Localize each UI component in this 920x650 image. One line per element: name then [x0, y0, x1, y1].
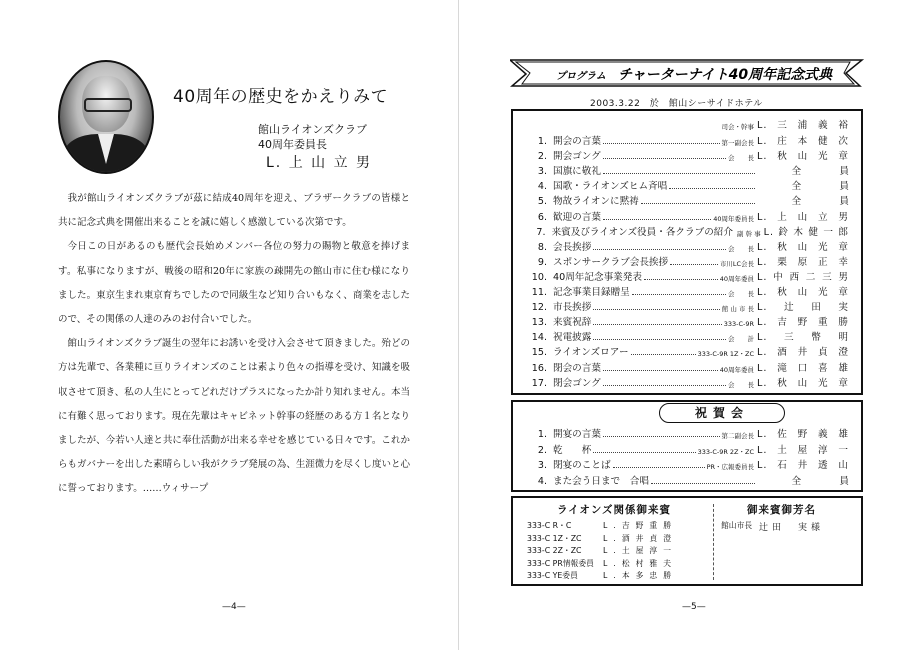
program-item [527, 239, 849, 253]
item-role: 会 計 [728, 335, 754, 344]
banner-title: チャーターナイト40周年記念式典 [618, 67, 833, 83]
item-person: L.庄本健次 [757, 136, 849, 147]
item-role: 会 長 [728, 290, 754, 298]
guest-name: 辻田 実様 [759, 523, 825, 533]
leader-dots [669, 188, 755, 189]
reception-title: 祝賀会 [659, 403, 785, 423]
item-label: 開会の言葉 [553, 136, 601, 147]
leader-dots [641, 203, 755, 204]
guest-role: 333-C R・C [527, 521, 572, 530]
guest-row [721, 520, 824, 533]
item-number: 8. [537, 241, 547, 253]
item-label: 閉会の言葉 [553, 362, 601, 374]
author-club: 館山ライオンズクラブ [258, 123, 368, 136]
item-label: 市長挨拶 [553, 302, 592, 314]
item-role: 会 長 [728, 154, 754, 163]
item-role: 40周年委員 [719, 365, 754, 374]
item-person: L.石井透山 [757, 460, 849, 471]
program-item [527, 193, 849, 207]
date-venue: 2003.3.22 於 館山シーサイドホテル [590, 99, 763, 109]
item-person: L.佐野義雄 [757, 429, 849, 440]
item-person: 全 員 [791, 181, 849, 193]
leader-dots [603, 436, 720, 437]
leader-dots [603, 143, 720, 144]
program-box [511, 109, 863, 395]
leader-dots [593, 452, 695, 453]
item-person: L.秋山光章 [757, 241, 849, 253]
banner-prefix: プログラム [556, 71, 606, 82]
program-banner [510, 58, 866, 88]
item-number: 15. [531, 347, 547, 359]
item-person: L.上山立男 [757, 211, 849, 223]
item-role: 第二副会長 [721, 432, 754, 440]
item-person: L.土屋淳一 [757, 444, 849, 456]
item-label: 開会ゴング [553, 151, 601, 163]
program-item [527, 344, 849, 358]
item-person: L.鈴木健一郎 [763, 226, 849, 238]
item-label: また会う日まで 合唱 [553, 475, 649, 487]
program-item [527, 314, 849, 328]
item-number: 4. [537, 475, 547, 487]
program-item [527, 360, 849, 374]
item-person: L.吉野重勝 [757, 317, 849, 329]
item-role: 副 幹 事 [736, 229, 761, 238]
leader-dots [593, 249, 726, 250]
item-label: 会長挨拶 [553, 241, 592, 253]
guest-role: 333-C PR情報委員 [527, 558, 594, 568]
item-role: 会 長 [728, 380, 754, 389]
lions-guest-row [527, 558, 677, 569]
item-label: 開宴の言葉 [553, 429, 601, 440]
leader-dots [632, 294, 726, 295]
program-item [527, 148, 849, 162]
item-person: L.酒井貞澄 [757, 347, 849, 359]
essay-paragraph: 今日この日があるのも歴代会長始めメンバー各位の努力の賜物と敬意を捧げます。私事になりますが、戦後の昭和20年に家族の疎開先の館山市に住む様になりました。東京生まれ東京育ちでしたので同級生など知り合いもなく、商業を志したので、その関係の人達のみのお付合いでした。 [58, 241, 410, 326]
program-item [527, 178, 849, 192]
page-number-left: —4— [222, 602, 246, 612]
item-number: 10. [531, 271, 547, 283]
item-number: 3. [537, 460, 547, 471]
page-gutter [458, 0, 459, 650]
item-number: 1. [537, 429, 547, 440]
leader-dots [593, 309, 719, 310]
guests-box [511, 496, 863, 586]
item-label: 記念事業目録贈呈 [553, 287, 630, 298]
item-role: PR・広報委員長 [706, 463, 754, 471]
guest-name: L.酒井貞澄 [603, 533, 678, 543]
essay-title: 40周年の歴史をかえりみて [173, 87, 389, 107]
page-number-right: —5— [682, 602, 706, 612]
item-number: 2. [537, 151, 547, 163]
program-item [527, 209, 849, 223]
item-number: 11. [531, 287, 547, 298]
item-label: 閉会ゴング [553, 377, 601, 389]
program-item [527, 163, 849, 177]
item-number: 6. [537, 211, 547, 223]
guest-name: L.本多忠勝 [603, 571, 678, 581]
item-role: 40周年委員 [719, 274, 754, 283]
item-number: 9. [537, 256, 547, 268]
item-person: L.三幣明 [757, 332, 849, 344]
item-number: 7. [536, 226, 546, 238]
leader-dots [603, 385, 726, 386]
program-item [527, 473, 849, 487]
item-number: 17. [531, 377, 547, 389]
item-number: 16. [531, 362, 547, 374]
program-item [527, 254, 849, 268]
item-role: 333-C-9R 2Z・ZC [697, 447, 754, 456]
emcee-title: 司会・幹事 [721, 123, 754, 131]
item-label: 物故ライオンに黙祷 [553, 196, 639, 208]
leader-dots [593, 339, 726, 340]
guest-role: 333-C YE委員 [527, 571, 578, 581]
leader-dots [613, 467, 705, 468]
emcee-row [527, 117, 849, 131]
item-person: L.滝口喜雄 [757, 362, 849, 374]
emcee-name: L.三浦義裕 [757, 120, 849, 131]
program-item [527, 442, 849, 456]
leader-dots [603, 158, 726, 159]
lions-guests-title: ライオンズ関係御来賓 [557, 504, 672, 516]
leader-dots [631, 354, 696, 355]
author-role: 40周年委員長 [258, 138, 327, 151]
item-number: 13. [531, 317, 547, 329]
item-number: 2. [537, 444, 547, 456]
item-role: 333-C-9R [723, 320, 754, 329]
leader-dots [670, 264, 718, 265]
author-portrait [58, 60, 154, 174]
item-label: 来賓祝辞 [553, 317, 592, 329]
item-label: 40周年記念事業発表 [553, 271, 642, 283]
item-person: L.中西二三男 [757, 271, 849, 283]
leader-dots [644, 279, 718, 280]
lions-guest-row [527, 570, 677, 581]
guest-name: L.吉野重勝 [603, 521, 678, 530]
item-role: 市川LC会長 [719, 259, 754, 268]
item-role: 40周年委員長 [713, 214, 754, 223]
program-item [527, 457, 849, 471]
guest-role: 333-C 2Z・ZC [527, 546, 582, 556]
lions-guest-row [527, 520, 677, 531]
program-item [527, 284, 849, 298]
guest-name: L.松村雅夫 [603, 558, 678, 568]
item-person: 全 員 [791, 166, 849, 178]
item-role: 会 長 [728, 244, 754, 253]
item-person: L.秋山光章 [757, 151, 849, 163]
program-item [527, 426, 849, 440]
item-label: 来賓及びライオンズ役員・各クラブの紹介 [551, 226, 733, 238]
program-item [527, 299, 849, 313]
essay-paragraph: 館山ライオンズクラブ誕生の翌年にお誘いを受け入会させて頂きました。殆どの方は先輩で、各業種に亘りライオンズのことは素より色々の指導を受け、知識を吸収させて頂き、私の人生にとってどれだけプラスになったか計り知れません。本当に有難く思っております。現在先輩はキャビネット幹事の経歴のある方１名となりましたが、今若い人達と共に奉仕活動が出来る幸せを感じている日々です。これからもガバナーを出した素晴らしい我がクラブ発展の為、生涯微力を尽くし度いと心に誓っております。……ウィサープ [58, 338, 410, 495]
guests-title: 御来賓御芳名 [747, 504, 816, 516]
item-person: 全 員 [791, 475, 849, 487]
leader-dots [593, 324, 721, 325]
item-label: スポンサークラブ会長挨拶 [553, 256, 669, 268]
essay-body [58, 187, 410, 502]
item-role: 第一副会長 [721, 139, 754, 147]
leader-dots [603, 370, 718, 371]
leader-dots [603, 173, 755, 174]
program-item [527, 375, 849, 389]
essay-paragraph: 我が館山ライオンズクラブが茲に結成40周年を迎え、ブラザークラブの皆様と共に記念式典を開催出来ることを誠に嬉しく感激している次第です。 [58, 193, 410, 229]
author-name: L. 上 山 立 男 [266, 155, 373, 171]
item-label: 国歌・ライオンズヒム斉唱 [553, 181, 668, 193]
item-role: 館 山 市 長 [721, 305, 754, 314]
program-item [527, 133, 849, 147]
item-number: 12. [531, 302, 547, 314]
item-label: 乾 杯 [553, 444, 592, 456]
lions-guest-row [527, 533, 677, 544]
guest-role: 333-C 1Z・ZC [527, 533, 582, 543]
item-person: L.辻田実 [757, 302, 849, 314]
program-item [527, 269, 849, 283]
item-label: ライオンズロアー [553, 347, 629, 359]
leader-dots [651, 483, 755, 484]
guest-name: L.土屋淳一 [603, 546, 678, 556]
item-person: L.秋山光章 [757, 287, 849, 298]
leader-dots [603, 219, 711, 220]
item-label: 国旗に敬礼 [553, 166, 601, 178]
item-label: 祝電披露 [553, 332, 592, 344]
item-person: L.秋山光章 [757, 377, 849, 389]
item-person: 全 員 [791, 196, 849, 208]
item-number: 3. [537, 166, 547, 178]
item-number: 4. [537, 181, 547, 193]
item-label: 閉宴のことば [553, 460, 611, 471]
item-label: 歓迎の言葉 [553, 211, 601, 223]
item-role: 333-C-9R 1Z・ZC [697, 350, 754, 359]
item-number: 1. [537, 136, 547, 147]
item-person: L.栗原正幸 [757, 256, 849, 268]
guest-role: 館山市長 [721, 521, 753, 530]
program-item [527, 224, 849, 238]
item-number: 14. [531, 332, 547, 344]
item-number: 5. [537, 196, 547, 208]
lions-guest-row [527, 545, 677, 556]
program-item [527, 329, 849, 343]
